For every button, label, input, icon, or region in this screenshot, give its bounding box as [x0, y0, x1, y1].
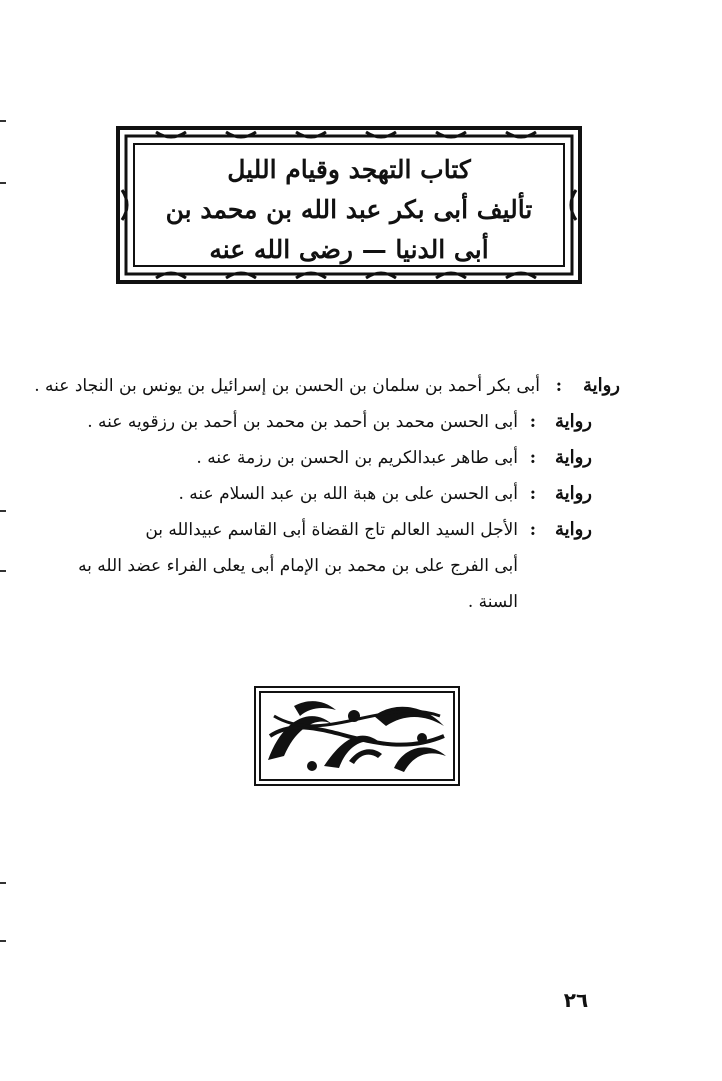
book-title [146, 150, 552, 270]
narration-continuation [100, 584, 620, 620]
narration-separator: : [529, 412, 536, 432]
narration-separator: : [529, 520, 536, 540]
narration-continuation [78, 548, 620, 584]
narration-separator: : [529, 448, 536, 468]
narration-label: رواية [554, 519, 592, 540]
margin-mark [0, 182, 6, 184]
page-number: ٢٦ [563, 988, 589, 1012]
narration-row [100, 440, 620, 476]
margin-mark [0, 940, 6, 942]
narration-row [100, 512, 620, 548]
narration-text: أبى الحسن محمد بن أحمد بن محمد بن أحمد بن رزقويه عنه . [87, 412, 518, 432]
margin-mark [0, 120, 6, 122]
narration-text: أبى بكر أحمد بن سلمان بن الحسن بن إسرائيل بن يونس بن النجاد عنه . [34, 376, 540, 396]
narration-text: أبى الحسن على بن هبة الله بن عبد السلام عنه . [178, 484, 518, 504]
narration-label: رواية [554, 447, 592, 468]
title-line-2: تأليف أبى بكر عبد الله بن محمد بن [165, 195, 533, 224]
narration-text: الأجل السيد العالم تاج القضاة أبى القاسم عبيدالله بن [145, 520, 518, 540]
narration-row [34, 368, 620, 404]
narration-separator: : [529, 484, 536, 504]
ornament-graphic [254, 686, 460, 786]
continuation-line: السنة . [467, 592, 518, 612]
margin-mark [0, 570, 6, 572]
narration-label: رواية [582, 375, 620, 396]
title-frame [116, 126, 582, 284]
narration-row [87, 404, 620, 440]
narration-label: رواية [554, 483, 592, 504]
title-line-1: كتاب التهجد وقيام الليل [227, 155, 471, 184]
narration-text: أبى طاهر عبدالكريم بن الحسن بن رزمة عنه . [196, 448, 518, 468]
margin-mark [0, 510, 6, 512]
narration-row [100, 476, 620, 512]
title-line-3: أبى الدنيا — رضى الله عنه [209, 235, 489, 264]
narration-chain [34, 368, 620, 620]
arabesque-ornament [254, 686, 460, 786]
narration-label: رواية [554, 411, 592, 432]
margin-mark [0, 882, 6, 884]
continuation-line: أبى الفرج على بن محمد بن الإمام أبى يعلى الفراء عضد الله به [78, 556, 518, 576]
narration-separator: : [555, 376, 562, 396]
